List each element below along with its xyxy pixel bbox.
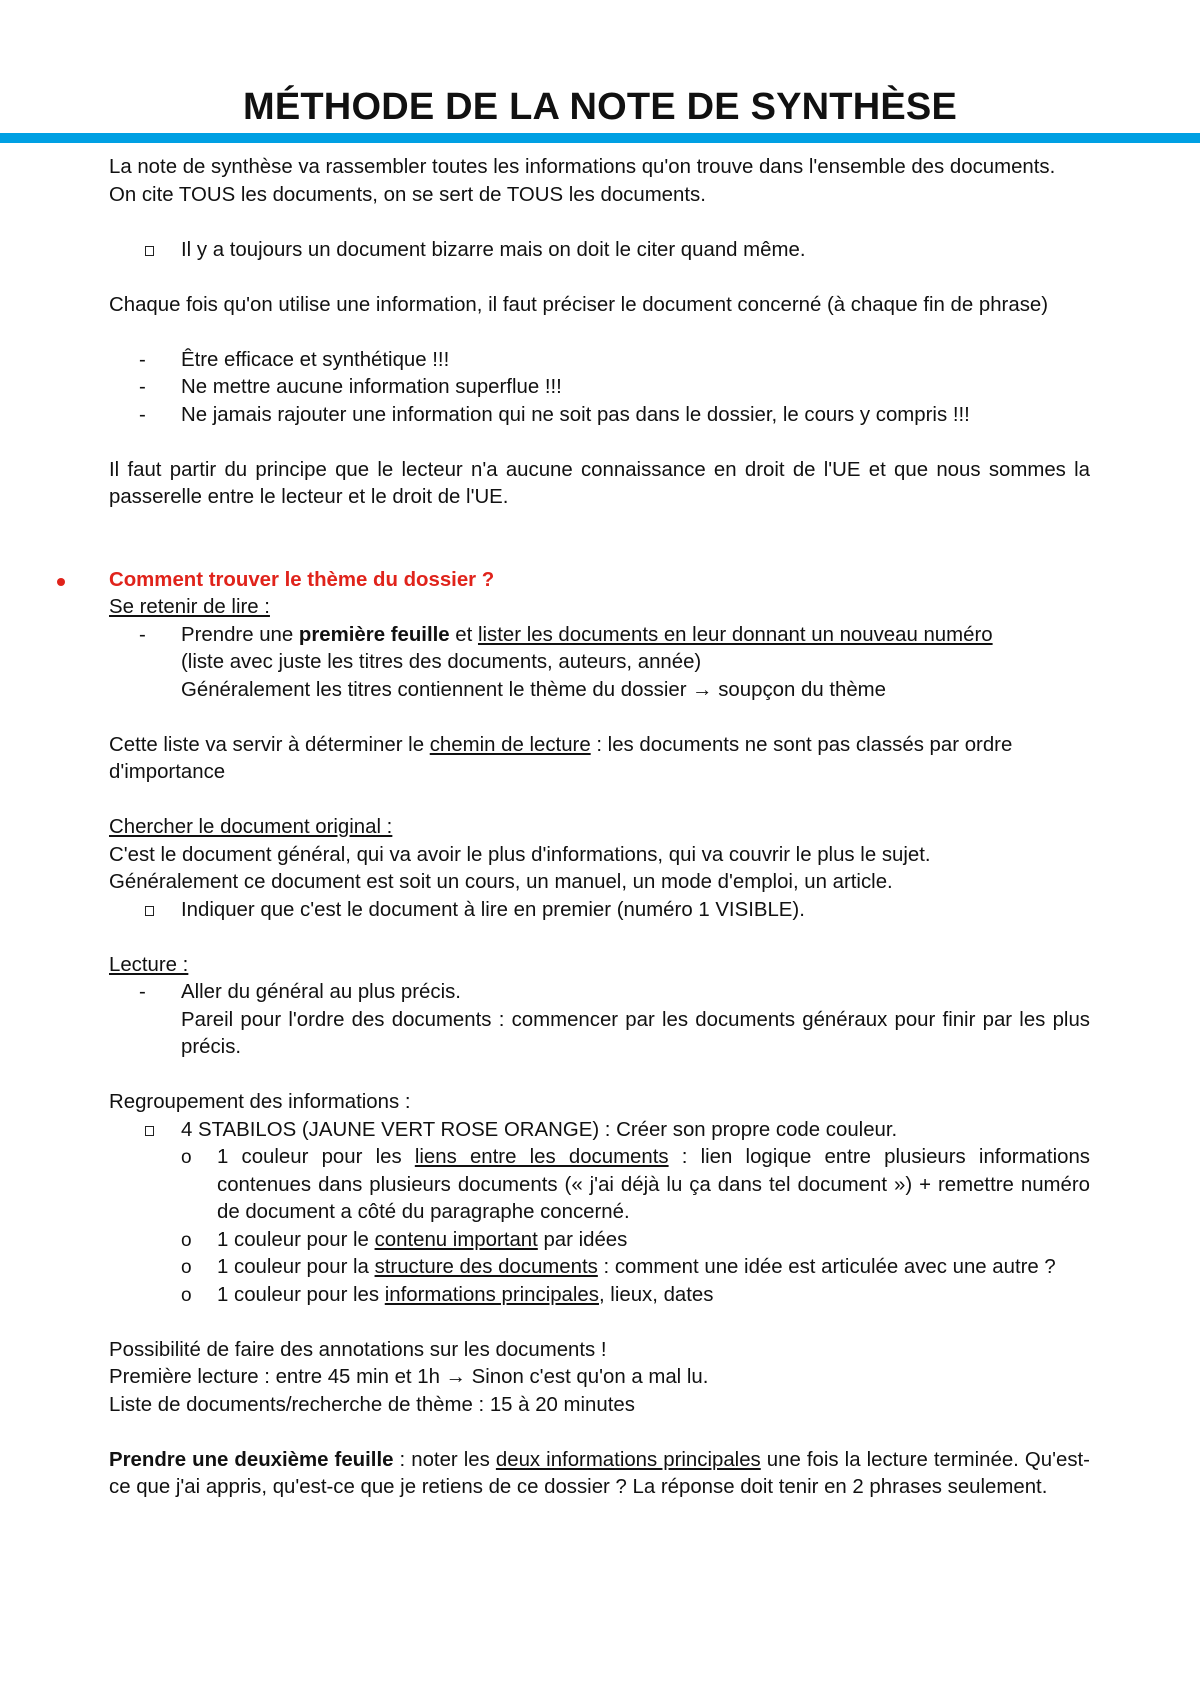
intro-paragraph-2: On cite TOUS les documents, on se sert de TOUS les documents.: [109, 183, 706, 206]
underlined-run: chemin de lecture: [429, 733, 591, 756]
intro-paragraph-1: La note de synthèse va rassembler toutes les informations qu'on trouve dans l'ensemble des documents.: [109, 156, 1056, 178]
dash-bullet-icon: -: [139, 981, 146, 1003]
circle-bullet-icon: o: [181, 1147, 192, 1168]
text-run: : lien logique entre plusieurs informations contenues dans plusieurs documents (« j'ai déjà lu ça dans tel document ») + remettre numéro de document a côté du paragraphe concerné.: [217, 1146, 1090, 1223]
list-item-line: Aller du général au plus précis.: [181, 981, 461, 1003]
list-item-text: Ne jamais rajouter une information qui ne soit pas dans le dossier, le cours y compris !!!: [181, 403, 970, 426]
sub-list-item: [109, 1144, 1090, 1227]
circle-bullet-icon: o: [181, 1229, 192, 1251]
text-run: : comment une idée est articulée avec une autre ?: [597, 1256, 1056, 1278]
text-run: et: [449, 623, 478, 646]
lecture-label: Lecture :: [109, 953, 189, 976]
text-run: : noter les: [393, 1448, 496, 1471]
text-run: , lieux, dates: [598, 1283, 714, 1306]
dash-bullet-icon: -: [139, 348, 146, 371]
text-run: Prendre une: [181, 623, 299, 646]
square-bullet-icon: [145, 1117, 154, 1145]
circle-bullet-icon: o: [181, 1257, 192, 1278]
underlined-run: liens entre les documents: [414, 1146, 669, 1168]
list-item: [109, 237, 1090, 265]
text-run: 1 couleur pour les: [217, 1283, 385, 1306]
regroupement-label: Regroupement des informations :: [109, 1091, 411, 1113]
square-bullet-icon: [145, 237, 154, 265]
list-item-text: Il y a toujours un document bizarre mais on doit le citer quand même.: [181, 238, 806, 261]
text-run: Cette liste va servir à déterminer le: [109, 733, 430, 756]
deuxieme-feuille-paragraph: [109, 1447, 1090, 1502]
original-paragraph-2: Généralement ce document est soit un cours, un manuel, un mode d'emploi, un article.: [109, 871, 893, 893]
list-item: [109, 374, 1090, 402]
sub-list-item: [109, 1282, 1090, 1310]
underlined-run: informations principales: [384, 1283, 599, 1306]
document-body: [109, 154, 1090, 1502]
original-paragraph-1: C'est le document général, qui va avoir le plus d'informations, qui va couvrir le plus le sujet.: [109, 843, 931, 866]
text-run: 1 couleur pour les: [217, 1146, 415, 1168]
sub-list-item: [109, 1254, 1090, 1282]
underlined-run: lister les documents en leur donnant un nouveau numéro: [477, 623, 993, 646]
dash-bullet-icon: -: [139, 376, 146, 398]
bold-run: première feuille: [298, 623, 450, 646]
circle-bullet-icon: o: [181, 1284, 192, 1306]
list-item-text: Être efficace et synthétique !!!: [181, 348, 450, 371]
list-item: [109, 1117, 1090, 1145]
red-bullet-icon: [57, 567, 65, 595]
intro-paragraph-4: Il faut partir du principe que le lecteur n'a aucune connaissance en droit de l'UE et que nous sommes la passerelle entre le lecteur et le droit de l'UE.: [109, 458, 1090, 508]
list-item: [109, 897, 1090, 925]
sub-list-item: [109, 1227, 1090, 1255]
list-item: [109, 979, 1090, 1062]
title-rule: [0, 133, 1200, 143]
list-item: [109, 402, 1090, 430]
bold-run: Prendre une deuxième feuille: [109, 1448, 394, 1471]
list-item-line: Généralement les titres contiennent le thème du dossier → soupçon du thème: [181, 678, 887, 701]
underlined-run: contenu important: [374, 1228, 538, 1251]
annotation-line-1: Possibilité de faire des annotations sur les documents !: [109, 1338, 607, 1361]
dash-bullet-icon: -: [139, 403, 146, 426]
list-item-line: Pareil pour l'ordre des documents : commencer par les documents généraux pour finir par les plus précis.: [181, 1008, 1090, 1058]
list-item-line: (liste avec juste les titres des documents, auteurs, année): [181, 651, 702, 673]
list-item: [109, 347, 1090, 375]
underlined-run: deux informations principales: [495, 1448, 761, 1471]
dash-bullet-icon: -: [139, 623, 146, 646]
page-title: MÉTHODE DE LA NOTE DE SYNTHÈSE: [243, 86, 957, 128]
underlined-run: structure des documents: [374, 1256, 598, 1278]
intro-paragraph-3: Chaque fois qu'on utilise une information, il faut préciser le document concerné (à chaque fin de phrase): [109, 293, 1049, 316]
liste-paragraph: [109, 732, 1090, 787]
original-label: Chercher le document original :: [109, 816, 393, 838]
list-item-text: 4 STABILOS (JAUNE VERT ROSE ORANGE) : Créer son propre code couleur.: [181, 1118, 898, 1141]
square-bullet-icon: [145, 897, 154, 925]
retenir-label: Se retenir de lire :: [109, 596, 270, 618]
text-run: une fois la lecture terminée. Qu'est-ce que j'ai appris, qu'est-ce que je retiens de ce dossier ? La réponse doit tenir en 2 phrases seulement.: [109, 1448, 1090, 1498]
section-heading-text: Comment trouver le thème du dossier ?: [109, 568, 495, 591]
text-run: 1 couleur pour le: [217, 1228, 375, 1251]
list-item-text: Ne mettre aucune information superflue !!!: [181, 376, 562, 398]
text-run: par idées: [537, 1228, 628, 1251]
list-item-text: Indiquer que c'est le document à lire en premier (numéro 1 VISIBLE).: [181, 898, 805, 921]
text-run: : les documents ne sont pas classés par ordre d'importance: [109, 733, 1013, 783]
text-run: 1 couleur pour la: [217, 1256, 375, 1278]
section-heading: [109, 567, 1090, 595]
annotation-line-3: Liste de documents/recherche de thème : 15 à 20 minutes: [109, 1393, 635, 1416]
list-item: [109, 622, 1090, 705]
annotation-line-2: Première lecture : entre 45 min et 1h → Sinon c'est qu'on a mal lu.: [109, 1366, 709, 1388]
